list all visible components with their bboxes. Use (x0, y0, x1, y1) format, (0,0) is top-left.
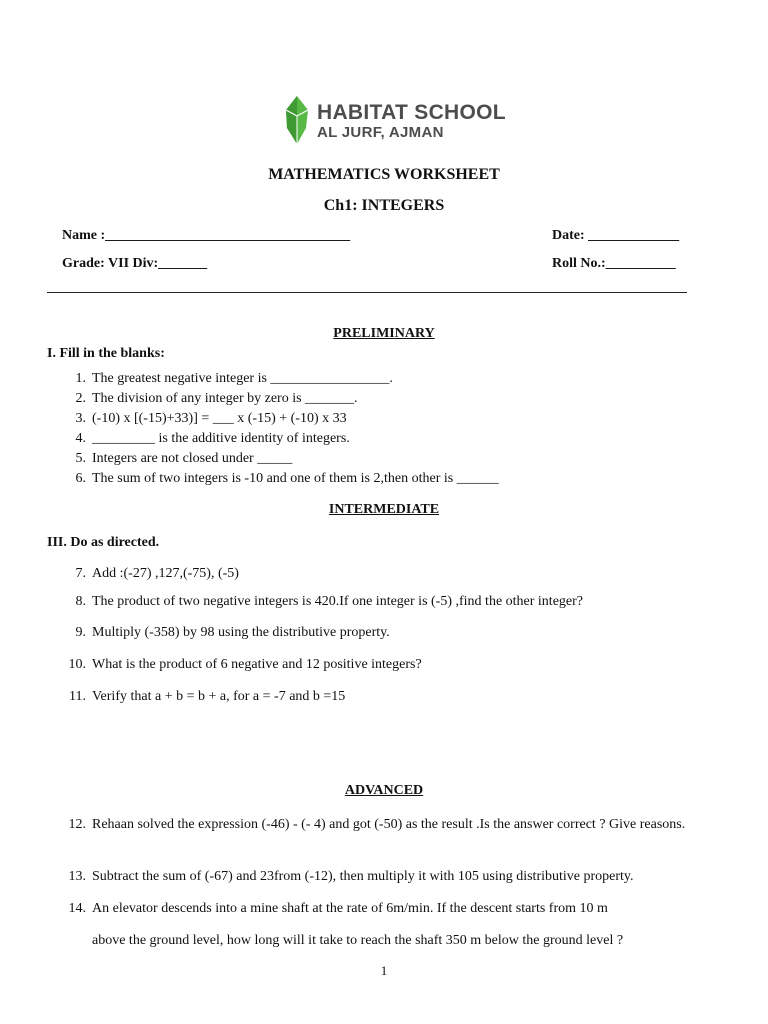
question-text: The sum of two integers is -10 and one of them is 2,then other is ______ (92, 471, 499, 486)
question-number: 5. (75, 451, 86, 466)
question-number: 6. (75, 471, 86, 486)
question-text: (-10) x [(-15)+33)] = ___ x (-15) + (-10) x 33 (92, 411, 347, 426)
chapter-title: Ch1: INTEGERS (323, 197, 445, 214)
grade-field: Grade: VII Div:_______ (62, 256, 208, 271)
question-text: Multiply (-358) by 98 using the distributive property. (92, 625, 390, 640)
question-text: Verify that a + b = b + a, for a = -7 and b =15 (92, 689, 346, 704)
question-text: Subtract the sum of (-67) and 23from (-12), then multiply it with 105 using distributive property. (92, 869, 634, 884)
question-text: Rehaan solved the expression (-46) - (- 4) and got (-50) as the result .Is the answer correct ? Give reasons. (92, 817, 686, 832)
question-text: The greatest negative integer is _________________. (92, 371, 393, 386)
question-text: An elevator descends into a mine shaft at the rate of 6m/min. If the descent starts from 10 m (92, 901, 608, 916)
roll-number-field: Roll No.:__________ (552, 256, 676, 271)
question-text: Integers are not closed under _____ (92, 451, 293, 466)
leaf-crystal-icon (284, 96, 314, 148)
question-number: 14. (68, 901, 86, 916)
header-divider (47, 292, 687, 293)
section-heading-intermediate: INTERMEDIATE (328, 502, 440, 517)
question-number: 2. (75, 391, 86, 406)
page-number: 1 (380, 963, 388, 978)
part-heading-do-as-directed: III. Do as directed. (47, 535, 160, 550)
question-number: 4. (75, 431, 86, 446)
question-number: 11. (69, 689, 86, 704)
question-number: 3. (75, 411, 86, 426)
part-heading-fill-blanks: I. Fill in the blanks: (47, 346, 165, 361)
question-text: _________ is the additive identity of integers. (92, 431, 350, 446)
school-location: AL JURF, AJMAN (317, 124, 444, 141)
section-heading-advanced: ADVANCED (344, 783, 424, 798)
question-text: above the ground level, how long will it take to reach the shaft 350 m below the ground level ? (92, 933, 624, 948)
question-number: 1. (75, 371, 86, 386)
date-field: Date: _____________ (552, 228, 680, 243)
question-number: 9. (75, 625, 86, 640)
worksheet-title: MATHEMATICS WORKSHEET (268, 166, 500, 183)
question-text: Add :(-27) ,127,(-75), (-5) (92, 566, 239, 581)
section-heading-preliminary: PRELIMINARY (333, 326, 435, 341)
question-number: 8. (75, 594, 86, 609)
school-name: HABITAT SCHOOL (317, 101, 506, 124)
question-number: 12. (68, 817, 86, 832)
question-number: 7. (75, 566, 86, 581)
name-field: Name :___________________________________ (62, 228, 351, 243)
school-logo (284, 96, 506, 148)
question-text: What is the product of 6 negative and 12 positive integers? (92, 657, 422, 672)
question-text: The product of two negative integers is 420.If one integer is (-5) ,find the other integer? (92, 594, 584, 609)
question-number: 13. (68, 869, 86, 884)
question-text: The division of any integer by zero is _______. (92, 391, 358, 406)
question-number: 10. (68, 657, 86, 672)
